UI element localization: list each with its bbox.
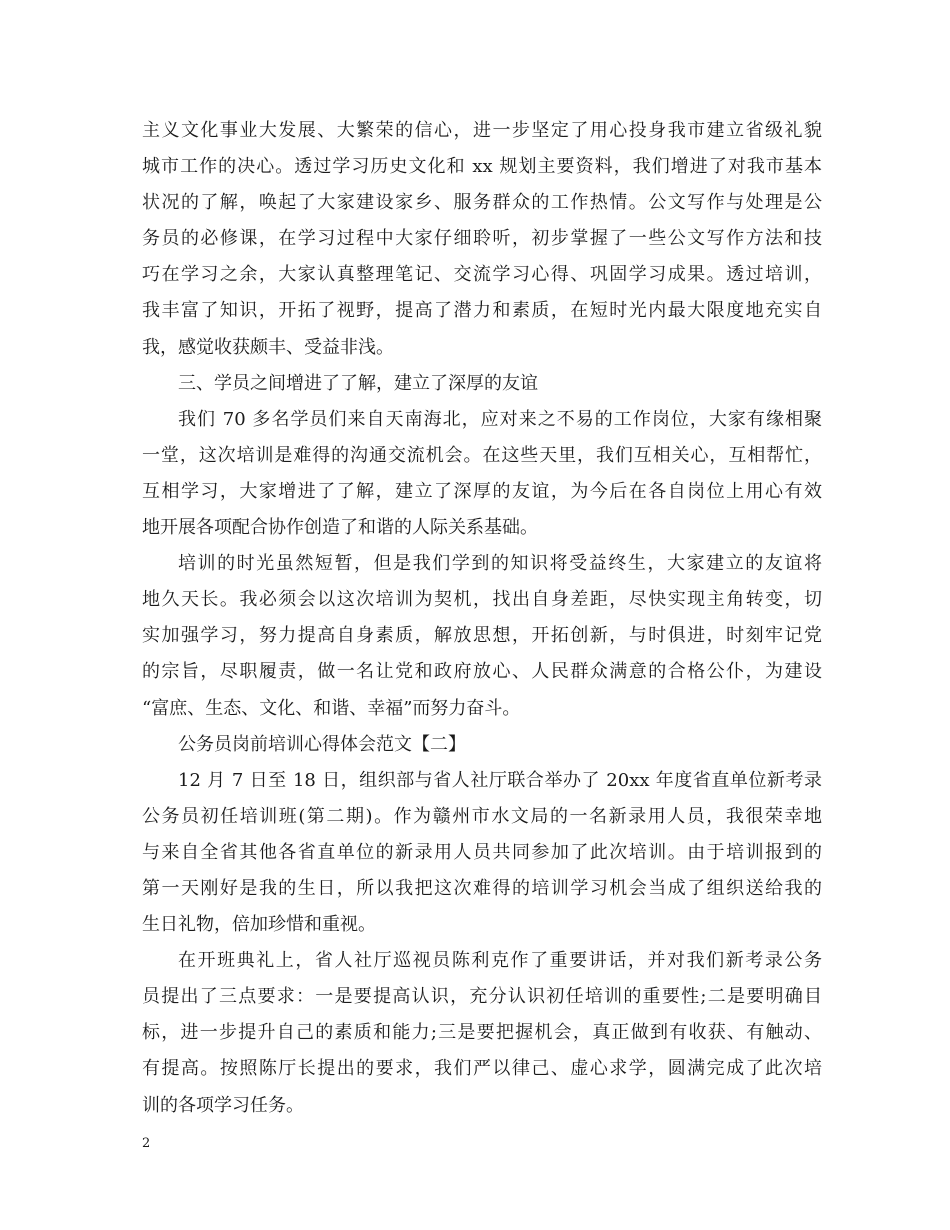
text-line: 主义文化事业大发展、大繁荣的信心，进一步坚定了用心投身我市建立省级礼貌	[142, 120, 822, 141]
paragraph-first-line: 培训的时光虽然短暂，但是我们学到的知识将受益终生，大家建立的友谊将	[178, 553, 822, 575]
text-line: 标，进一步提升自己的素质和能力;三是要把握机会，真正做到有收获、有触动、	[142, 1022, 822, 1044]
text-line: 第一天刚好是我的生日，所以我把这次难得的培训学习机会当成了组织送给我的	[142, 877, 822, 899]
text-line: 城市工作的决心。透过学习历史文化和 xx 规划主要资料，我们增进了对我市基本	[142, 156, 822, 178]
text-line: 训的各项学习任务。	[142, 1094, 304, 1116]
paragraph-first-line: 三、学员之间增进了了解，建立了深厚的友谊	[178, 372, 538, 394]
text-line: 员提出了三点要求：一是要提高认识，充分认识初任培训的重要性;二是要明确目	[142, 986, 822, 1008]
text-line: 公务员初任培训班(第二期)。作为赣州市水文局的一名新录用人员，我很荣幸地	[142, 805, 822, 827]
text-line: 互相学习，大家增进了了解，建立了深厚的友谊，为今后在各自岗位上用心有效	[142, 480, 822, 502]
text-line: 状况的了解，唤起了大家建设家乡、服务群众的工作热情。公文写作与处理是公	[142, 192, 822, 214]
text-line: 我丰富了知识，开拓了视野，提高了潜力和素质，在短时光内最大限度地充实自	[142, 300, 822, 322]
text-line: 一堂，这次培训是难得的沟通交流机会。在这些天里，我们互相关心，互相帮忙，	[142, 444, 822, 466]
paragraph-first-line: 公务员岗前培训心得体会范文【二】	[178, 733, 466, 755]
text-line: 有提高。按照陈厅长提出的要求，我们严以律己、虚心求学，圆满完成了此次培	[142, 1058, 822, 1080]
text-line: 的宗旨，尽职履责，做一名让党和政府放心、人民群众满意的合格公仆，为建设	[142, 661, 822, 683]
text-line: “富庶、生态、文化、和谐、幸福”而努力奋斗。	[142, 697, 521, 719]
text-line: 务员的必修课，在学习过程中大家仔细聆听，初步掌握了一些公文写作方法和技	[142, 228, 822, 250]
text-line: 实加强学习，努力提高自身素质，解放思想，开拓创新，与时俱进，时刻牢记党	[142, 625, 822, 647]
text-line: 地久天长。我必须会以这次培训为契机，找出自身差距，尽快实现主角转变，切	[142, 589, 822, 611]
text-line: 巧在学习之余，大家认真整理笔记、交流学习心得、巩固学习成果。透过培训，	[142, 264, 822, 286]
page-number: 2	[142, 1136, 151, 1151]
paragraph-first-line: 在开班典礼上，省人社厅巡视员陈利克作了重要讲话，并对我们新考录公务	[178, 950, 822, 972]
text-line: 我，感觉收获颇丰、受益非浅。	[142, 336, 394, 358]
document-body	[142, 113, 822, 1124]
paragraph-first-line: 12 月 7 日至 18 日，组织部与省人社厅联合举办了 20xx 年度省直单位新考录	[178, 769, 822, 791]
paragraph-first-line: 我们 70 多名学员们来自天南海北，应对来之不易的工作岗位，大家有缘相聚	[178, 408, 822, 430]
text-line: 地开展各项配合协作创造了和谐的人际关系基础。	[142, 517, 538, 539]
text-line: 生日礼物，倍加珍惜和重视。	[142, 914, 376, 936]
text-line: 与来自全省其他各省直单位的新录用人员共同参加了此次培训。由于培训报到的	[142, 841, 822, 863]
